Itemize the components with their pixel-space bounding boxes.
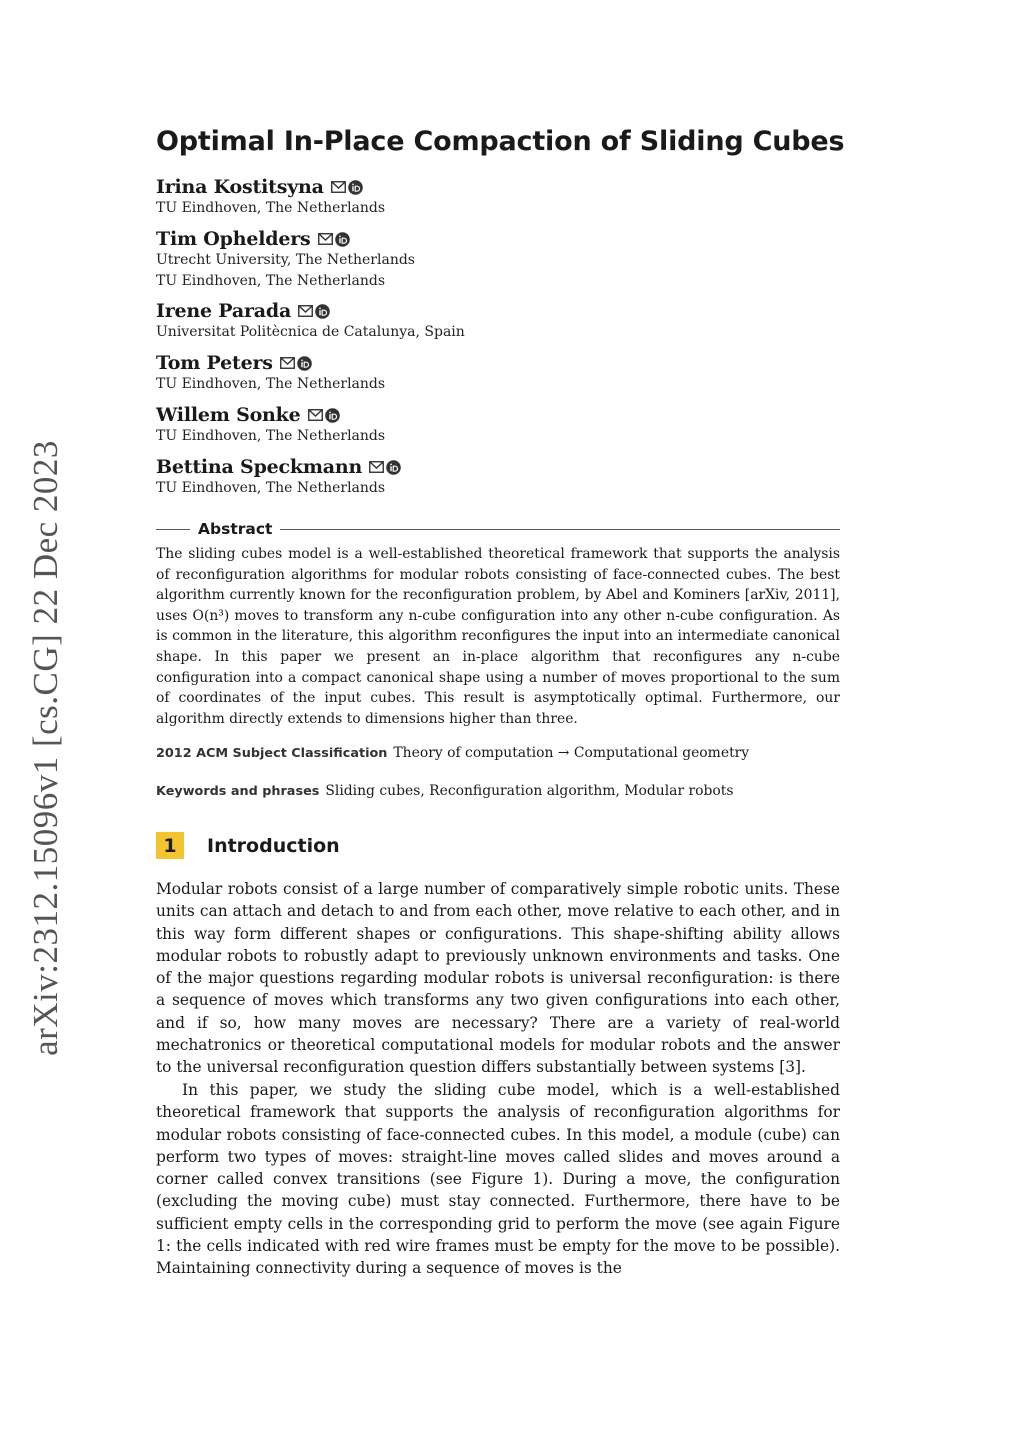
orcid-icon[interactable] <box>297 356 312 371</box>
author-icons <box>308 408 340 423</box>
divider <box>280 529 840 530</box>
arxiv-id: arXiv:2312.15096v1 [cs.CG] 22 Dec 2023 <box>26 440 65 1056</box>
intro-paragraph-2: In this paper, we study the sliding cube model, which is a well-established theoretical framework that supports the analysis of reconfiguration algorithms for modular robots consisting of face-connected cubes. In this model, a module (cube) can perform two types of moves: straight-line moves called slides and moves around a corner called convex transitions (see Figure 1). During a move, the configuration (excluding the moving cube) must stay connected. Furthermore, there have to be sufficient empty cells in the corresponding grid to perform the move (see again Figure 1: the cells indicated with red wire frames must be empty for the move to be possible). Maintaining connectivity during a sequence of moves is the <box>156 1081 840 1278</box>
author-affiliation: TU Eindhoven, The Netherlands <box>156 376 386 392</box>
section-number-badge: 1 <box>156 832 184 859</box>
author-block <box>156 176 385 219</box>
author-affiliation: Universitat Politècnica de Catalunya, Spain <box>156 324 465 340</box>
divider <box>156 529 190 530</box>
author-icons <box>298 304 330 319</box>
section-heading <box>156 832 340 859</box>
abstract-text: The sliding cubes model is a well-established theoretical framework that supports the analysis of reconfiguration algorithms for modular robots consisting of face-connected cubes. The best algorithm currently known for the reconfiguration problem, by Abel and Kominers [arXiv, 2011], uses O(n³) moves to transform any n-cube configuration into any other n-cube configuration. As is common in the literature, this algorithm reconfigures the input into an intermediate canonical shape. In this paper we present an in-place algorithm that reconfigures any n-cube configuration into a compact canonical shape using a number of moves proportional to the sum of coordinates of the input cubes. This result is asymptotically optimal. Furthermore, our algorithm directly extends to dimensions higher than three. <box>156 546 840 727</box>
author-affiliation: TU Eindhoven, The Netherlands <box>156 428 386 444</box>
author-name: Willem Sonke <box>156 404 301 426</box>
orcid-icon[interactable] <box>386 460 401 475</box>
mail-icon[interactable] <box>369 461 384 473</box>
orcid-icon[interactable] <box>315 304 330 319</box>
author-icons <box>331 180 363 195</box>
author-name-row <box>156 176 385 198</box>
mail-icon[interactable] <box>331 181 346 193</box>
author-block <box>156 352 385 395</box>
keywords <box>156 783 733 799</box>
orcid-icon[interactable] <box>325 408 340 423</box>
intro-paragraph-1: Modular robots consist of a large number of comparatively simple robotic units. These units can attach and detach to and from each other, move relative to each other, and in this way form different shapes or configurations. This shape-shifting ability allows modular robots to robustly adapt to previously unknown environments and tasks. One of the major questions regarding modular robots is universal reconfiguration: is there a sequence of moves which transforms any two given configurations into each other, and if so, how many moves are necessary? There are a variety of real-world mechatronics or theoretical computational models for modular robots and the answer to the universal reconfiguration question differs substantially between systems [3]. <box>156 880 840 1077</box>
mail-icon[interactable] <box>308 409 323 421</box>
author-name-row <box>156 300 465 322</box>
acm-value: Theory of computation → Computational geometry <box>393 745 750 761</box>
abstract-header <box>156 518 840 540</box>
acm-label: 2012 ACM Subject Classification <box>156 746 388 761</box>
author-name: Tim Ophelders <box>156 228 311 250</box>
author-name: Tom Peters <box>156 352 273 374</box>
author-block <box>156 404 385 447</box>
author-block <box>156 456 401 499</box>
acm-classification <box>156 745 749 761</box>
author-affiliation: TU Eindhoven, The Netherlands <box>156 272 386 289</box>
author-name-row <box>156 352 385 374</box>
author-icons <box>318 232 350 247</box>
author-affiliation: TU Eindhoven, The Netherlands <box>156 200 386 216</box>
author-icons <box>280 356 312 371</box>
abstract-heading: Abstract <box>198 520 273 538</box>
orcid-icon[interactable] <box>348 180 363 195</box>
author-block <box>156 228 415 291</box>
author-affiliation: Utrecht University, The Netherlands <box>156 252 415 268</box>
orcid-icon[interactable] <box>335 232 350 247</box>
author-name: Irene Parada <box>156 300 292 322</box>
author-name-row <box>156 456 401 478</box>
author-name: Bettina Speckmann <box>156 456 363 478</box>
author-icons <box>369 460 401 475</box>
keywords-label: Keywords and phrases <box>156 784 320 799</box>
author-name-row <box>156 404 385 426</box>
author-affiliation: TU Eindhoven, The Netherlands <box>156 480 386 496</box>
author-block <box>156 300 465 343</box>
author-name-row <box>156 228 415 250</box>
mail-icon[interactable] <box>280 357 295 369</box>
paper-title: Optimal In-Place Compaction of Sliding Cubes <box>156 126 845 157</box>
mail-icon[interactable] <box>298 305 313 317</box>
mail-icon[interactable] <box>318 233 333 245</box>
author-name: Irina Kostitsyna <box>156 176 324 198</box>
keywords-value: Sliding cubes, Reconfiguration algorithm, Modular robots <box>325 783 734 799</box>
section-title: Introduction <box>207 834 340 857</box>
